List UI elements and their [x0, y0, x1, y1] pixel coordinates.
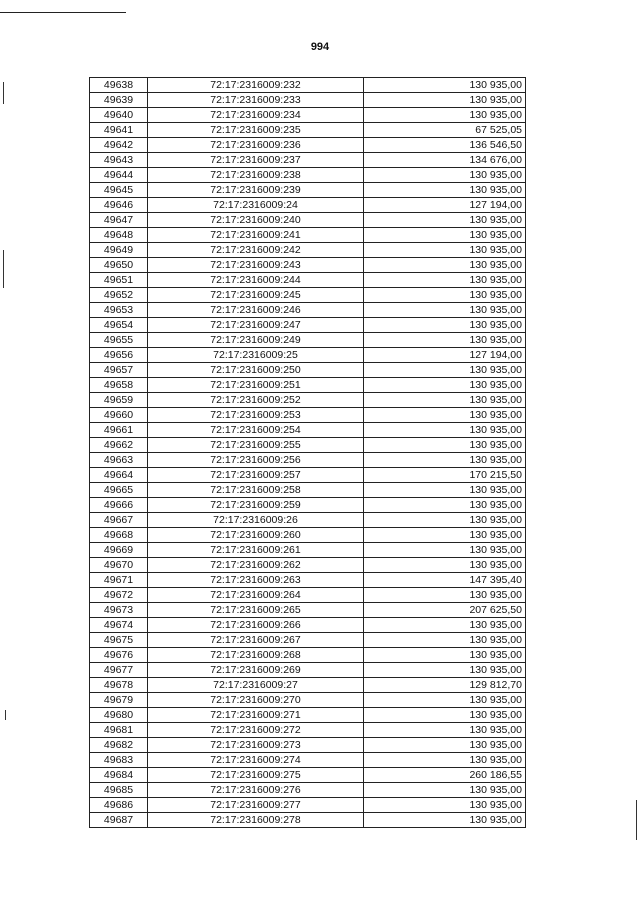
- row-number-cell: 49674: [90, 618, 148, 633]
- row-number-cell: 49681: [90, 723, 148, 738]
- value-amount-cell: 130 935,00: [364, 243, 526, 258]
- row-number-cell: 49677: [90, 663, 148, 678]
- row-number-cell: 49645: [90, 183, 148, 198]
- row-number-cell: 49638: [90, 78, 148, 93]
- cadastral-number-cell: 72:17:2316009:258: [148, 483, 364, 498]
- table-row: [90, 738, 526, 753]
- cadastral-number-cell: 72:17:2316009:251: [148, 378, 364, 393]
- cadastral-number-cell: 72:17:2316009:274: [148, 753, 364, 768]
- cadastral-number-cell: 72:17:2316009:275: [148, 768, 364, 783]
- row-number-cell: 49667: [90, 513, 148, 528]
- value-amount-cell: 130 935,00: [364, 483, 526, 498]
- table-row: [90, 243, 526, 258]
- table-row: [90, 573, 526, 588]
- value-amount-cell: 136 546,50: [364, 138, 526, 153]
- value-amount-cell: 130 935,00: [364, 183, 526, 198]
- value-amount-cell: 130 935,00: [364, 663, 526, 678]
- value-amount-cell: 134 676,00: [364, 153, 526, 168]
- value-amount-cell: 130 935,00: [364, 423, 526, 438]
- value-amount-cell: 130 935,00: [364, 453, 526, 468]
- cadastral-number-cell: 72:17:2316009:243: [148, 258, 364, 273]
- row-number-cell: 49663: [90, 453, 148, 468]
- table-row: [90, 138, 526, 153]
- table-row: [90, 438, 526, 453]
- cadastral-number-cell: 72:17:2316009:245: [148, 288, 364, 303]
- row-number-cell: 49659: [90, 393, 148, 408]
- value-amount-cell: 207 625,50: [364, 603, 526, 618]
- table-row: [90, 108, 526, 123]
- cadastral-value-table: [89, 77, 526, 828]
- value-amount-cell: 130 935,00: [364, 78, 526, 93]
- scan-edge-mark: [3, 82, 4, 104]
- cadastral-number-cell: 72:17:2316009:265: [148, 603, 364, 618]
- row-number-cell: 49665: [90, 483, 148, 498]
- value-amount-cell: 130 935,00: [364, 648, 526, 663]
- cadastral-number-cell: 72:17:2316009:264: [148, 588, 364, 603]
- row-number-cell: 49672: [90, 588, 148, 603]
- value-amount-cell: 170 215,50: [364, 468, 526, 483]
- cadastral-number-cell: 72:17:2316009:240: [148, 213, 364, 228]
- row-number-cell: 49683: [90, 753, 148, 768]
- row-number-cell: 49687: [90, 813, 148, 828]
- cadastral-number-cell: 72:17:2316009:237: [148, 153, 364, 168]
- row-number-cell: 49652: [90, 288, 148, 303]
- table-row: [90, 783, 526, 798]
- cadastral-number-cell: 72:17:2316009:268: [148, 648, 364, 663]
- cadastral-number-cell: 72:17:2316009:263: [148, 573, 364, 588]
- value-amount-cell: 130 935,00: [364, 108, 526, 123]
- table-row: [90, 213, 526, 228]
- value-amount-cell: 130 935,00: [364, 363, 526, 378]
- value-amount-cell: 130 935,00: [364, 303, 526, 318]
- row-number-cell: 49682: [90, 738, 148, 753]
- cadastral-number-cell: 72:17:2316009:247: [148, 318, 364, 333]
- row-number-cell: 49647: [90, 213, 148, 228]
- cadastral-number-cell: 72:17:2316009:277: [148, 798, 364, 813]
- value-amount-cell: 130 935,00: [364, 213, 526, 228]
- row-number-cell: 49671: [90, 573, 148, 588]
- value-amount-cell: 130 935,00: [364, 738, 526, 753]
- cadastral-number-cell: 72:17:2316009:254: [148, 423, 364, 438]
- table-row: [90, 603, 526, 618]
- cadastral-number-cell: 72:17:2316009:276: [148, 783, 364, 798]
- cadastral-number-cell: 72:17:2316009:242: [148, 243, 364, 258]
- value-amount-cell: 130 935,00: [364, 633, 526, 648]
- value-amount-cell: 130 935,00: [364, 783, 526, 798]
- table-row: [90, 288, 526, 303]
- value-amount-cell: 130 935,00: [364, 228, 526, 243]
- row-number-cell: 49657: [90, 363, 148, 378]
- value-amount-cell: 67 525,05: [364, 123, 526, 138]
- table-row: [90, 228, 526, 243]
- table-row: [90, 453, 526, 468]
- value-amount-cell: 130 935,00: [364, 258, 526, 273]
- cadastral-number-cell: 72:17:2316009:256: [148, 453, 364, 468]
- row-number-cell: 49670: [90, 558, 148, 573]
- table-row: [90, 723, 526, 738]
- row-number-cell: 49673: [90, 603, 148, 618]
- cadastral-number-cell: 72:17:2316009:233: [148, 93, 364, 108]
- table-row: [90, 333, 526, 348]
- cadastral-number-cell: 72:17:2316009:232: [148, 78, 364, 93]
- cadastral-number-cell: 72:17:2316009:269: [148, 663, 364, 678]
- value-amount-cell: 129 812,70: [364, 678, 526, 693]
- cadastral-number-cell: 72:17:2316009:271: [148, 708, 364, 723]
- table-row: [90, 318, 526, 333]
- cadastral-number-cell: 72:17:2316009:27: [148, 678, 364, 693]
- table-row: [90, 468, 526, 483]
- table-row: [90, 93, 526, 108]
- scan-edge-mark: [636, 800, 637, 840]
- table-row: [90, 378, 526, 393]
- row-number-cell: 49661: [90, 423, 148, 438]
- value-amount-cell: 130 935,00: [364, 333, 526, 348]
- row-number-cell: 49678: [90, 678, 148, 693]
- table-row: [90, 663, 526, 678]
- value-amount-cell: 130 935,00: [364, 813, 526, 828]
- row-number-cell: 49650: [90, 258, 148, 273]
- table-row: [90, 618, 526, 633]
- value-amount-cell: 130 935,00: [364, 588, 526, 603]
- scan-edge-mark: [5, 710, 6, 720]
- cadastral-number-cell: 72:17:2316009:241: [148, 228, 364, 243]
- cadastral-number-cell: 72:17:2316009:261: [148, 543, 364, 558]
- row-number-cell: 49686: [90, 798, 148, 813]
- row-number-cell: 49649: [90, 243, 148, 258]
- row-number-cell: 49642: [90, 138, 148, 153]
- table-row: [90, 693, 526, 708]
- table-row: [90, 798, 526, 813]
- row-number-cell: 49653: [90, 303, 148, 318]
- value-amount-cell: 130 935,00: [364, 528, 526, 543]
- cadastral-number-cell: 72:17:2316009:262: [148, 558, 364, 573]
- row-number-cell: 49660: [90, 408, 148, 423]
- row-number-cell: 49680: [90, 708, 148, 723]
- value-amount-cell: 260 186,55: [364, 768, 526, 783]
- table-row: [90, 768, 526, 783]
- value-amount-cell: 130 935,00: [364, 798, 526, 813]
- cadastral-number-cell: 72:17:2316009:257: [148, 468, 364, 483]
- table-row: [90, 708, 526, 723]
- value-amount-cell: 130 935,00: [364, 288, 526, 303]
- row-number-cell: 49641: [90, 123, 148, 138]
- value-amount-cell: 130 935,00: [364, 543, 526, 558]
- value-amount-cell: 130 935,00: [364, 753, 526, 768]
- cadastral-number-cell: 72:17:2316009:255: [148, 438, 364, 453]
- value-amount-cell: 130 935,00: [364, 618, 526, 633]
- table-row: [90, 633, 526, 648]
- table-row: [90, 543, 526, 558]
- table-row: [90, 558, 526, 573]
- table-row: [90, 393, 526, 408]
- row-number-cell: 49646: [90, 198, 148, 213]
- cadastral-number-cell: 72:17:2316009:24: [148, 198, 364, 213]
- value-amount-cell: 130 935,00: [364, 438, 526, 453]
- table-row: [90, 258, 526, 273]
- value-amount-cell: 147 395,40: [364, 573, 526, 588]
- value-amount-cell: 130 935,00: [364, 558, 526, 573]
- cadastral-number-cell: 72:17:2316009:234: [148, 108, 364, 123]
- cadastral-number-cell: 72:17:2316009:250: [148, 363, 364, 378]
- table-row: [90, 363, 526, 378]
- cadastral-number-cell: 72:17:2316009:239: [148, 183, 364, 198]
- value-amount-cell: 130 935,00: [364, 93, 526, 108]
- row-number-cell: 49640: [90, 108, 148, 123]
- row-number-cell: 49658: [90, 378, 148, 393]
- cadastral-number-cell: 72:17:2316009:267: [148, 633, 364, 648]
- table-row: [90, 528, 526, 543]
- value-amount-cell: 130 935,00: [364, 273, 526, 288]
- table-row: [90, 123, 526, 138]
- row-number-cell: 49676: [90, 648, 148, 663]
- table-body: [90, 78, 526, 828]
- table-row: [90, 168, 526, 183]
- cadastral-number-cell: 72:17:2316009:25: [148, 348, 364, 363]
- row-number-cell: 49669: [90, 543, 148, 558]
- value-amount-cell: 130 935,00: [364, 408, 526, 423]
- row-number-cell: 49643: [90, 153, 148, 168]
- table-row: [90, 648, 526, 663]
- value-amount-cell: 130 935,00: [364, 708, 526, 723]
- row-number-cell: 49655: [90, 333, 148, 348]
- cadastral-number-cell: 72:17:2316009:273: [148, 738, 364, 753]
- value-amount-cell: 130 935,00: [364, 393, 526, 408]
- value-amount-cell: 130 935,00: [364, 498, 526, 513]
- cadastral-number-cell: 72:17:2316009:266: [148, 618, 364, 633]
- header-rule: [0, 12, 126, 13]
- cadastral-number-cell: 72:17:2316009:252: [148, 393, 364, 408]
- table-row: [90, 513, 526, 528]
- table-row: [90, 78, 526, 93]
- row-number-cell: 49685: [90, 783, 148, 798]
- table-row: [90, 198, 526, 213]
- table-row: [90, 153, 526, 168]
- row-number-cell: 49668: [90, 528, 148, 543]
- cadastral-number-cell: 72:17:2316009:278: [148, 813, 364, 828]
- table-row: [90, 588, 526, 603]
- cadastral-number-cell: 72:17:2316009:246: [148, 303, 364, 318]
- row-number-cell: 49654: [90, 318, 148, 333]
- row-number-cell: 49639: [90, 93, 148, 108]
- cadastral-number-cell: 72:17:2316009:259: [148, 498, 364, 513]
- table-row: [90, 303, 526, 318]
- row-number-cell: 49656: [90, 348, 148, 363]
- row-number-cell: 49679: [90, 693, 148, 708]
- value-amount-cell: 130 935,00: [364, 378, 526, 393]
- cadastral-number-cell: 72:17:2316009:238: [148, 168, 364, 183]
- cadastral-number-cell: 72:17:2316009:235: [148, 123, 364, 138]
- value-amount-cell: 130 935,00: [364, 318, 526, 333]
- value-amount-cell: 127 194,00: [364, 198, 526, 213]
- table-row: [90, 408, 526, 423]
- page-number: 994: [310, 41, 330, 53]
- row-number-cell: 49684: [90, 768, 148, 783]
- value-amount-cell: 130 935,00: [364, 513, 526, 528]
- row-number-cell: 49664: [90, 468, 148, 483]
- cadastral-number-cell: 72:17:2316009:253: [148, 408, 364, 423]
- row-number-cell: 49651: [90, 273, 148, 288]
- cadastral-number-cell: 72:17:2316009:244: [148, 273, 364, 288]
- table-row: [90, 813, 526, 828]
- table-row: [90, 423, 526, 438]
- table-row: [90, 183, 526, 198]
- table-row: [90, 273, 526, 288]
- row-number-cell: 49662: [90, 438, 148, 453]
- value-amount-cell: 127 194,00: [364, 348, 526, 363]
- table-row: [90, 498, 526, 513]
- value-amount-cell: 130 935,00: [364, 693, 526, 708]
- cadastral-number-cell: 72:17:2316009:26: [148, 513, 364, 528]
- table-row: [90, 348, 526, 363]
- cadastral-number-cell: 72:17:2316009:272: [148, 723, 364, 738]
- cadastral-number-cell: 72:17:2316009:236: [148, 138, 364, 153]
- value-amount-cell: 130 935,00: [364, 168, 526, 183]
- row-number-cell: 49644: [90, 168, 148, 183]
- row-number-cell: 49666: [90, 498, 148, 513]
- value-amount-cell: 130 935,00: [364, 723, 526, 738]
- cadastral-number-cell: 72:17:2316009:249: [148, 333, 364, 348]
- row-number-cell: 49648: [90, 228, 148, 243]
- cadastral-number-cell: 72:17:2316009:260: [148, 528, 364, 543]
- table-row: [90, 753, 526, 768]
- row-number-cell: 49675: [90, 633, 148, 648]
- cadastral-number-cell: 72:17:2316009:270: [148, 693, 364, 708]
- table-row: [90, 483, 526, 498]
- table-row: [90, 678, 526, 693]
- scan-edge-mark: [3, 250, 4, 288]
